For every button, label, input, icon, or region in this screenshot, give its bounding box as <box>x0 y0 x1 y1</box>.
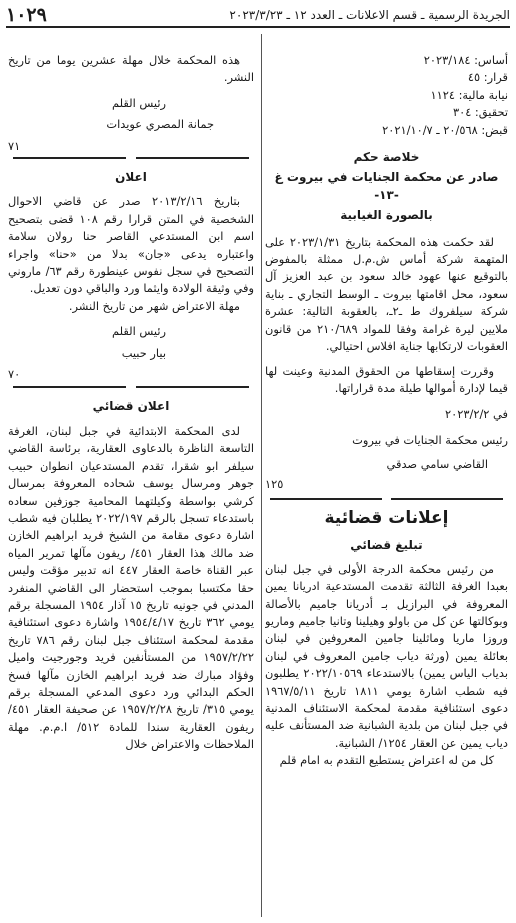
ad-tail: مهلة الاعتراض شهر من تاريخ النشر. <box>68 298 240 313</box>
notice-body: من رئيس محكمة الدرجة الأولى في جبل لبنان بعبدا الغرفة الثالثة تقدمت المستدعية ادريانا يمين المعروفة في البرازيل بـ أدريانا جاميم بالأصالة وبوكالتها عن كل من باولو وهيلينا وتانيا جاميم وماريو وروزا ماريا وماثلينا جامين المعروفين في لبنان بعائلة يمين (ورثة دياب جامين المعروف في لبنان بدياب الياس يمين) بالاستدعاء ٢٠٢٢/١٠٥٦٩ يطلبون فيه شطب اشارة يومي ١٨١١ تاريخ ١٩٦٧/٥/١١ دعوى استئنافية مقدمة لمحكمة الاستئناف المدنية في جبل لبنان من بلدية الشبانية ضد المستأنف عليه دياب يمين عن العقار ١٢٥٤/ الشبانية. <box>265 561 508 750</box>
right-column <box>265 36 508 923</box>
left-top-signatory-title: رئيس القلم <box>112 95 166 110</box>
column-divider <box>261 34 262 917</box>
notice-number-71: ٧١ <box>8 138 21 153</box>
page-number: ١٠٢٩ <box>6 4 47 26</box>
left-top-signatory-name: جمانة المصري عويدات <box>106 117 214 132</box>
left-column <box>8 36 254 923</box>
verdict-subtitle-1: صادر عن محكمة الجنايات في بيروت غ -١٣- <box>274 170 499 202</box>
page-header <box>6 6 510 28</box>
ad-title: اعلان <box>115 170 147 185</box>
verdict-signatory-name: القاضي سامي صدقي <box>386 457 488 472</box>
judicial-ad-title: اعلان قضائي <box>92 398 170 413</box>
verdict-body: لقد حكمت هذه المحكمة بتاريخ ٢٠٢٣/١/٣١ على المتهمة شركة أماس ش.م.ل ممثلة بالمفوض بالتوقيع عنها عهود خالد سعود بن عبد العزيز آل سعود، محل اقامتها بيروت ـ الوسط التجاري ـ بناية شركة سيلفروك ط ـ٢ـ، بالعقوبة التالية: عشرة ملايين ليرة غرامة وفقا للمواد ٢١٠/٦٨٩ من قانون العقوبات لارتكابها جناية افلاس احتيالي. <box>265 234 508 354</box>
ad-body: بتاريخ ٢٠١٣/٢/١٦ صدر عن قاضي الاحوال الشخصية في المتن قرارا رقم ١٠٨ قضى بتصحيح اسم ابن المستدعي القاصر حنا رولان سلامة واعتباره يدعى «جان» بدلا من «حنا» واجراء التصحيح في سجل نفوس عينطورة رقم ٦٣/ ماروني وفي وثيقة الولادة وايثما ورد والباقي دون تعديل. <box>8 194 254 296</box>
section-title: إعلانات قضائية <box>324 507 449 528</box>
separator <box>8 386 254 388</box>
ad-signatory-name: بيار حبيب <box>121 345 166 360</box>
ref-tahqiq: تحقيق: ٣٠٤ <box>452 105 508 120</box>
notice-tail: كل من له اعتراض يستطيع التقدم به امام قلم <box>279 753 494 768</box>
ad-signatory-title: رئيس القلم <box>112 324 166 339</box>
separator <box>8 157 254 159</box>
verdict-subtitle-2: بالصورة الغيابية <box>340 208 433 223</box>
verdict-date: في ٢٠٢٣/٢/٢ <box>445 407 508 422</box>
ref-qabd: قبض: ٢٠/٥٦٨ ـ ٢٠٢١/١٠/٧ <box>382 122 508 137</box>
verdict-title: خلاصة حكم <box>353 150 420 165</box>
publication-title: الجريدة الرسمية ـ قسم الاعلانات ـ العدد ١٢ ـ ٢٠٢٣/٣/٢٣ <box>229 8 510 22</box>
ref-qarar: قرار: ٤٥ <box>467 70 508 85</box>
notice-number-125: ١٢٥ <box>265 476 284 491</box>
verdict-signatory-title: رئيس محكمة الجنايات في بيروت <box>352 432 508 447</box>
separator <box>265 498 508 500</box>
notice-number-70: ٧٠ <box>8 367 21 382</box>
verdict-body-2: وقررت إسقاطها من الحقوق المدنية وعينت لها قيما لإدارة أموالها طيلة مدة قراراتها. <box>265 363 508 395</box>
judicial-ad-body: لدى المحكمة الابتدائية في جبل لبنان، الغرفة التاسعة الناظرة بالدعاوى العقارية، برئاسة القاضي سيلفر ابو شقرا، تقدم المستدعيان انطوان حبيب جوهر ومرسال يوسف شحاده المعروفة بمرسال كرشي بواسطة وكيلتهما المحامية جوزفين سعاده باستدعاء تسجل بالرقم ٢٠٢٢/١٩٧ يطلبان فيه شطب اشارة دعوى مقامة من الشيخ فريد ابراهيم الخازن ضد مالك هذا العقار ٤٥١/ ريفون مآلها تمرير المياه عبر القناة خاصة العقار ٤٤٧ انه تدبير مؤقت وليس حقا مكتسبا بموجب استحضار الى القاضي المنفرد المدني في جونيه تاريخ ١٥ آذار ١٩٥٤ المسجلة برقم يومي ٣٦٢ تاريخ ١٩٥٤/٤/١٧ واشارة دعوى استئنافية مقدمة لمحكمة استئناف جبل لبنان رقم ٧٨٦ تاريخ ١٩٥٧/٢/٢٢ من المستأنفين فريد وجورجيت واميل وفؤاد مبارك ضد فريد ابراهيم الخازن مآلها فسخ الحكم البدائي ورد دعوى المدعي المسجلة برقم يومي ٣١٥/ تاريخ ١٩٥٧/٢/٢٨ عن صحيفة العقار ٤٥١/ ريفون العقارية سندا للمادة ٥١٢/ ا.م.م. مهلة الملاحظات والاعتراض خلال <box>8 423 254 752</box>
ref-asas: أساس: ٢٠٢٣/١٨٤ <box>423 53 508 67</box>
ref-niyaba: نيابة مالية: ١١٢٤ <box>430 87 508 102</box>
notice-title: تبليغ قضائي <box>350 538 423 553</box>
left-top-text: هذه المحكمة خلال مهلة عشرين يوما من تاريخ النشر. <box>8 53 254 85</box>
